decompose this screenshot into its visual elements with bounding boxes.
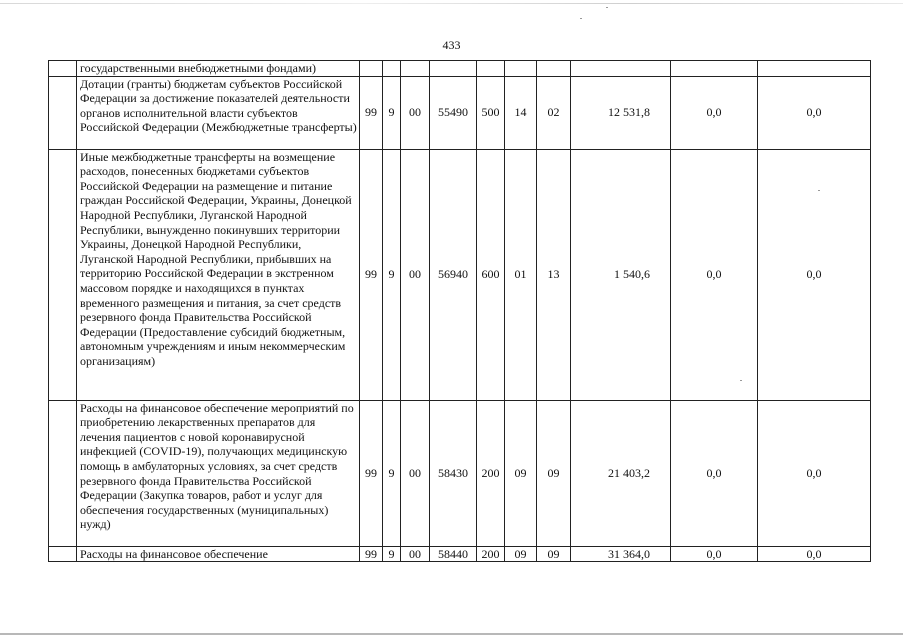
code-direction: 58430 <box>430 400 477 546</box>
table-row <box>49 149 871 400</box>
code-section: 09 <box>505 400 537 546</box>
code-subsection: 02 <box>537 76 571 149</box>
amount-year3-cell: 0,0 <box>758 546 871 562</box>
code-direction: 58440 <box>430 546 477 562</box>
code-section: 14 <box>505 76 537 149</box>
amount-cell: 1 540,6 <box>571 149 671 400</box>
amount-year3-cell: 0,0 <box>758 76 871 149</box>
scan-artifact-top <box>0 3 903 4</box>
amount-cell: 31 364,0 <box>571 546 671 562</box>
code-program: 99 <box>360 76 383 149</box>
code-subprogram: 9 <box>383 400 401 546</box>
code-section: 09 <box>505 546 537 562</box>
code-section: 01 <box>505 149 537 400</box>
scan-speck <box>606 7 608 8</box>
code-subprogram <box>383 61 401 77</box>
code-expense-type <box>477 61 505 77</box>
code-subsection: 13 <box>537 149 571 400</box>
amount-cell: 12 531,8 <box>571 76 671 149</box>
row-name: Дотации (гранты) бюджетам субъектов Российской Федерации за достижение показателей деятельности органов исполнительной власти субъектов Российской Федерации (Межбюджетные трансферты) <box>77 76 360 149</box>
amount-year3-cell <box>758 61 871 77</box>
code-section <box>505 61 537 77</box>
code-event: 00 <box>401 76 430 149</box>
scan-artifact-bottom <box>0 633 903 635</box>
row-name: Расходы на финансовое обеспечение мероприятий по приобретению лекарственных препаратов для лечения пациентов с новой коронавирусной инфекцией (COVID-19), получающих медицинскую помощь в амбулаторных условиях, за счет средств резервного фонда Правительства Российской Федерации (Закупка товаров, работ и услуг для обеспечения государственных (муниципальных) нужд) <box>77 400 360 546</box>
code-direction <box>430 61 477 77</box>
amount-year3-cell: 0,0 <box>758 149 871 400</box>
code-subprogram: 9 <box>383 546 401 562</box>
index-cell <box>49 149 77 400</box>
row-name: Иные межбюджетные трансферты на возмещение расходов, понесенных бюджетами субъектов Российской Федерации на размещение и питание граждан Российской Федерации, Украины, Донецкой Народной Республики, Луганской Народной Республики, вынужденно покинувших территории Украины, Донецкой Народной Республики, Луганской Народной Республики, прибывших на территорию Российской Федерации в экстренном массовом порядке и находящихся в пунктах временного размещения и питания, за счет средств резервного фонда Правительства Российской Федерации (Предоставление субсидий бюджетным, автономным учреждениям и иным некоммерческим организациям) <box>77 149 360 400</box>
table-row <box>49 400 871 546</box>
code-event: 00 <box>401 546 430 562</box>
code-subsection: 09 <box>537 546 571 562</box>
index-cell <box>49 76 77 149</box>
table-row <box>49 76 871 149</box>
budget-table <box>48 60 871 562</box>
row-name: Расходы на финансовое обеспечение <box>77 546 360 562</box>
amount-year2-cell: 0,0 <box>671 76 758 149</box>
code-program <box>360 61 383 77</box>
page-number: 433 <box>442 38 461 52</box>
amount-year2-cell: 0,0 <box>671 149 758 400</box>
amount-year3-cell: 0,0 <box>758 400 871 546</box>
table-row <box>49 546 871 562</box>
amount-cell: 21 403,2 <box>571 400 671 546</box>
code-program: 99 <box>360 400 383 546</box>
code-expense-type: 200 <box>477 546 505 562</box>
code-direction: 55490 <box>430 76 477 149</box>
table-row <box>49 61 871 77</box>
code-expense-type: 600 <box>477 149 505 400</box>
code-expense-type: 500 <box>477 76 505 149</box>
amount-year2-cell: 0,0 <box>671 546 758 562</box>
code-event: 00 <box>401 400 430 546</box>
scan-speck <box>580 18 582 19</box>
index-cell <box>49 61 77 77</box>
code-event: 00 <box>401 149 430 400</box>
code-event <box>401 61 430 77</box>
amount-year2-cell <box>671 61 758 77</box>
code-subsection <box>537 61 571 77</box>
index-cell <box>49 546 77 562</box>
code-subsection: 09 <box>537 400 571 546</box>
index-cell <box>49 400 77 546</box>
code-subprogram: 9 <box>383 149 401 400</box>
code-direction: 56940 <box>430 149 477 400</box>
row-name: государственными внебюджетными фондами) <box>77 61 360 77</box>
code-subprogram: 9 <box>383 76 401 149</box>
code-expense-type: 200 <box>477 400 505 546</box>
code-program: 99 <box>360 546 383 562</box>
amount-cell <box>571 61 671 77</box>
amount-year2-cell: 0,0 <box>671 400 758 546</box>
code-program: 99 <box>360 149 383 400</box>
